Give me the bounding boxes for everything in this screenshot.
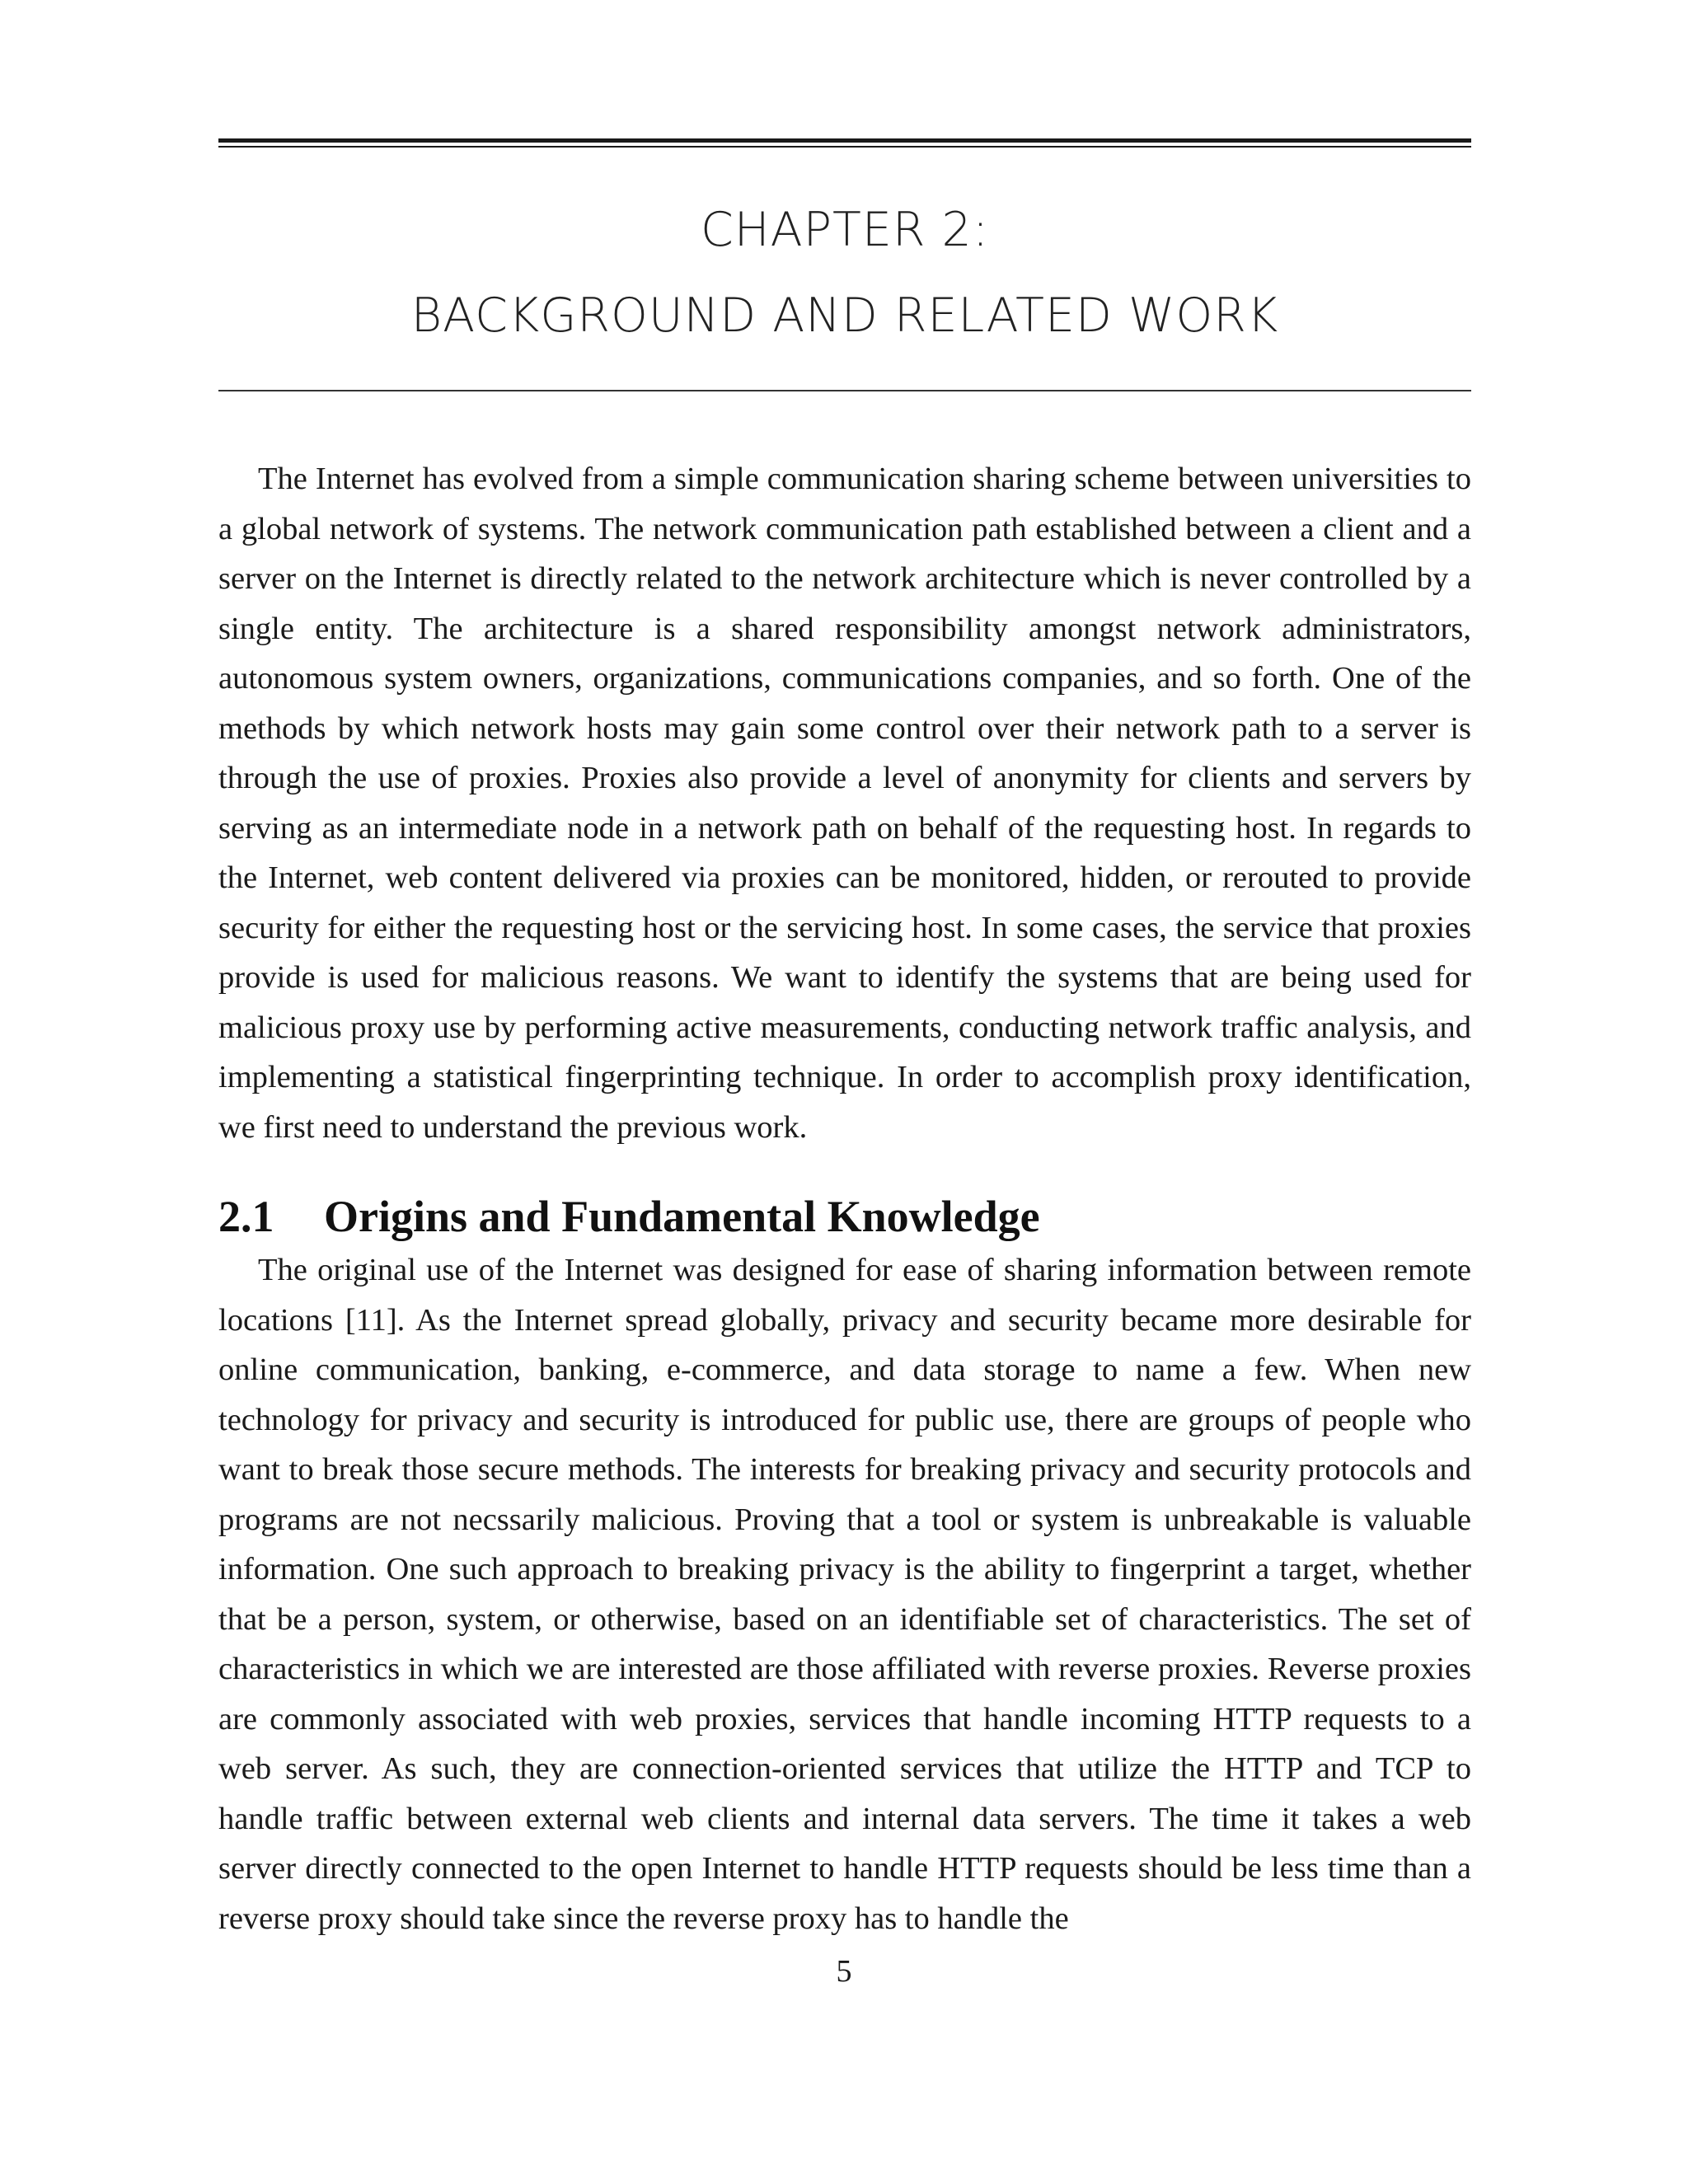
chapter-title-line-2: BACKGROUND AND RELATED WORK bbox=[410, 288, 1279, 343]
section-title: Origins and Fundamental Knowledge bbox=[324, 1192, 1040, 1242]
section-heading bbox=[218, 1188, 1471, 1245]
section-number: 2.1 bbox=[218, 1192, 274, 1242]
chapter-title-line-1: CHAPTER 2: bbox=[700, 203, 990, 257]
section-paragraph: The original use of the Internet was designed for ease of sharing information between remote locations [11]. As the Internet spread globally, privacy and security became more desirable for online communication, banking, e-commerce, and data storage to name a few. When new technology for privacy and security is introduced for public use, there are groups of people who want to break those secure methods. The interests for breaking privacy and security protocols and programs are not necssarily malicious. Proving that a tool or system is unbreakable is valuable information. One such approach to breaking privacy is the ability to fingerprint a target, whether that be a person, system, or otherwise, based on an identifiable set of characteristics. The set of characteristics in which we are interested are those affiliated with reverse proxies. Reverse proxies are commonly associated with web proxies, services that handle incoming HTTP requests to a web server. As such, they are connection-oriented services that utilize the HTTP and TCP to handle traffic between external web clients and internal data servers. The time it takes a web server directly connected to the open Internet to handle HTTP requests should be less time than a reverse proxy should take since the reverse proxy has to handle the bbox=[218, 1253, 1471, 1936]
page-number: 5 bbox=[836, 1954, 852, 1989]
intro-paragraph: The Internet has evolved from a simple communication sharing scheme between universities to a global network of systems. The network communication path established between a client and a server on the Internet is directly related to the network architecture which is never controlled by a single entity. The architecture is a shared responsibility amongst network administrators, autonomous system owners, organizations, communications companies, and so forth. One of the methods by which network hosts may gain some control over their network path to a server is through the use of proxies. Proxies also provide a level of anonymity for clients and servers by serving as an intermediate node in a network path on behalf of the requesting host. In regards to the Internet, web content delivered via proxies can be monitored, hidden, or rerouted to provide security for either the requesting host or the servicing host. In some cases, the service that proxies provide is used for malicious reasons. We want to identify the systems that are being used for malicious proxy use by performing active measurements, conducting network traffic analysis, and implementing a statistical fingerprinting technique. In order to accomplish proxy identification, we first need to understand the previous work. bbox=[218, 462, 1471, 1145]
chapter-top-rule bbox=[218, 138, 1471, 148]
page-content bbox=[218, 138, 1471, 1943]
chapter-bottom-rule bbox=[218, 390, 1471, 391]
chapter-title bbox=[218, 187, 1471, 359]
